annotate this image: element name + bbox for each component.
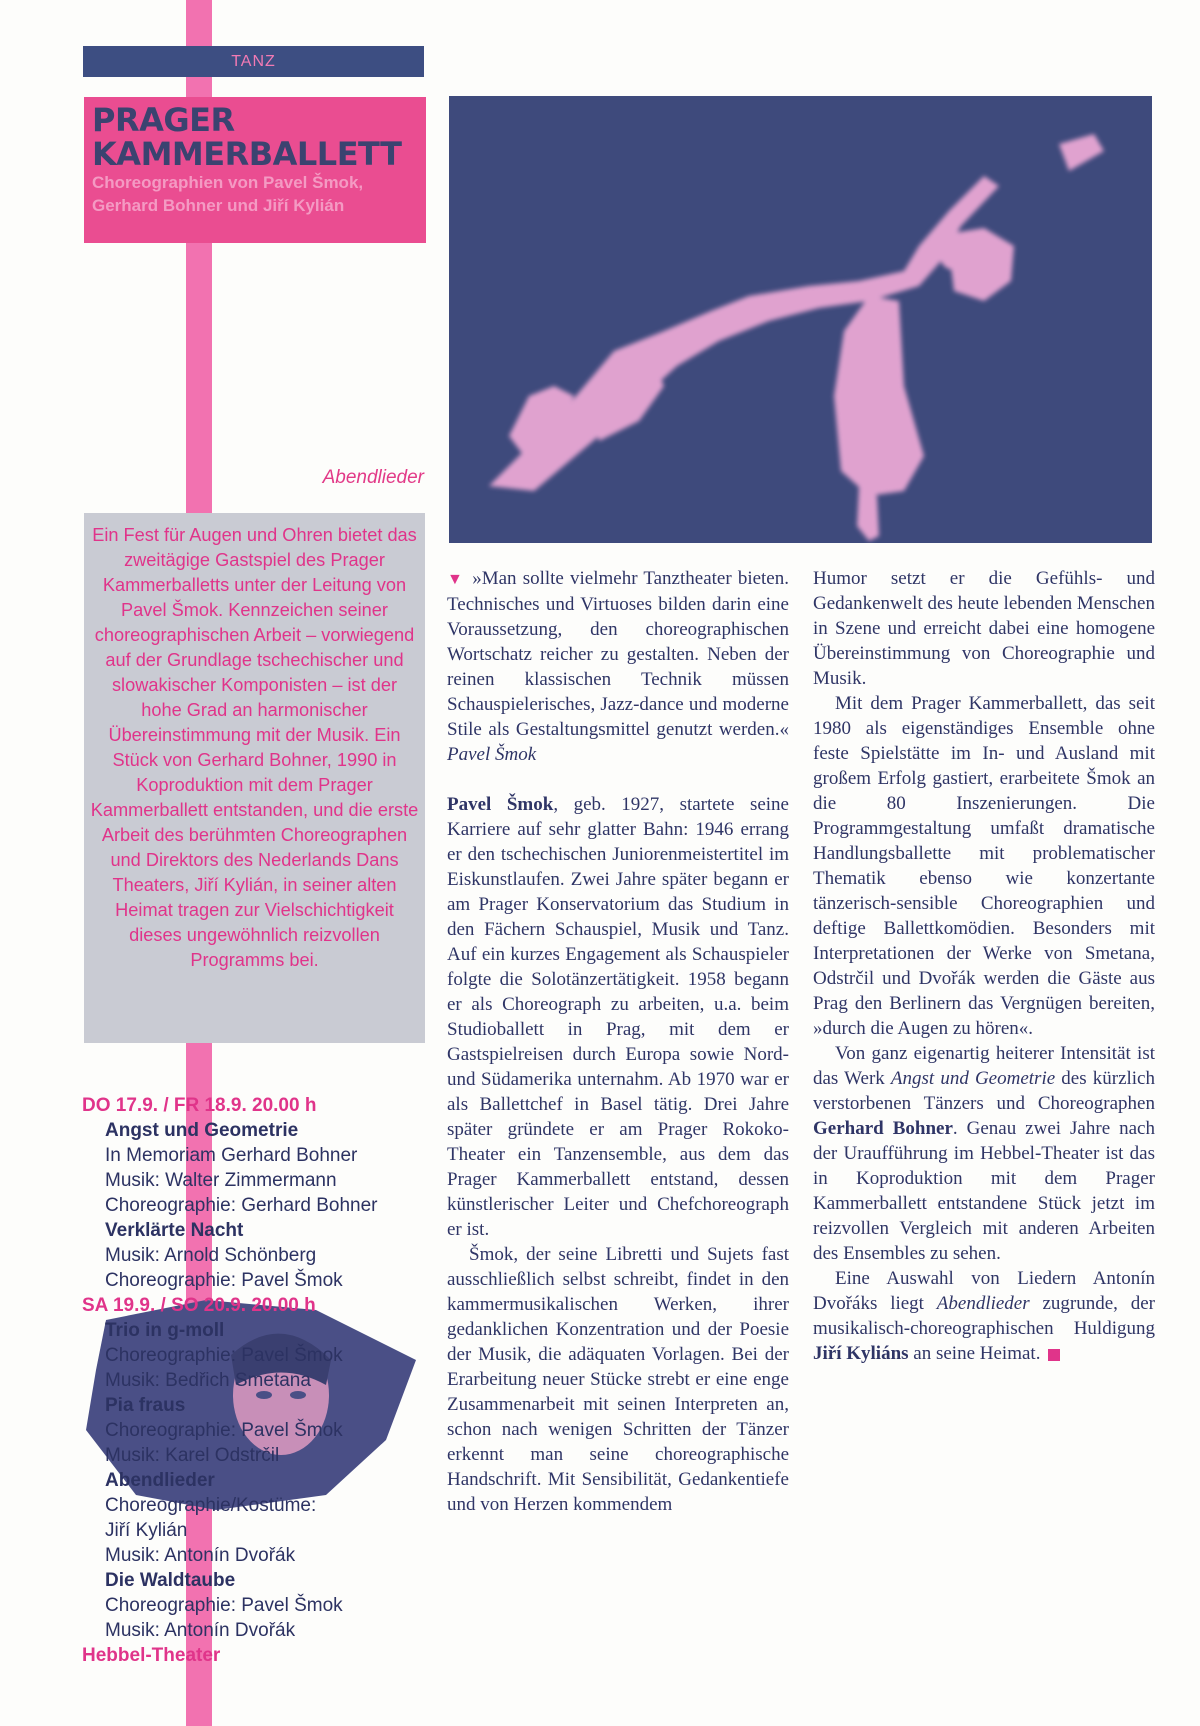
title-line-1: PRAGER bbox=[92, 101, 235, 139]
work-credit: Musik: Arnold Schönberg bbox=[105, 1245, 317, 1266]
paragraph: Mit dem Prager Kammerballett, das seit 1980 als eigenständiges Ensemble ohne feste Spielstätte im In- und Ausland mit großem Erfolg gastiert, erarbeitete Šmok an die 80 Inszenierungen. Die Programmgestaltung umfaßt dramatische Handlungsballette mit problematischer Thematik ebenso wie konzertante tänzerisch-sensible Choreographien und deftige Ballettkomödien. Besonders mit Interpretationen der Werke von Smetana, Odstrčil und Dvořák werden die Gäste aus Prag den Berlinern das Vergnügen bereiten, »durch die Augen zu hören«. bbox=[813, 693, 1155, 1039]
work-title: Trio in g-moll bbox=[105, 1320, 225, 1341]
end-square-icon bbox=[1048, 1349, 1060, 1361]
work-credit: Choreographie: Gerhard Bohner bbox=[105, 1195, 378, 1216]
work-title: Pia fraus bbox=[105, 1395, 186, 1416]
work-title: Abendlieder bbox=[105, 1470, 215, 1491]
work-title: Verklärte Nacht bbox=[105, 1220, 244, 1241]
text-run: Von ganz eigenartig heiterer Intensität ist das Werk bbox=[813, 1043, 1155, 1089]
work-title-inline: Angst und Geometrie bbox=[890, 1068, 1056, 1089]
bio-name: Pavel Šmok bbox=[447, 794, 554, 815]
article-column-3 bbox=[813, 566, 1155, 1366]
text-run: Eine Auswahl von Liedern Antonín Dvořáks liegt bbox=[813, 1268, 1155, 1314]
work-credit: Musik: Karel Odstrčil bbox=[105, 1445, 280, 1466]
work-credit: Musik: Bedřich Smetana bbox=[105, 1370, 311, 1391]
person-name: Jiří Kyliáns bbox=[813, 1343, 909, 1364]
text-run: . Genau zwei Jahre nach der Uraufführung im Hebbel-Theater ist das in Koproduktion mit dem Prager Kammerballett entstandene Stück jetzt im reizvollen Vergleich mit anderen Arbeiten des Ensembles zu sehen. bbox=[813, 1118, 1155, 1264]
quote-text: »Man sollte vielmehr Tanztheater bieten. Technisches und Virtuoses bilden darin eine Voraussetzung, den choreographischen Wortschatz reicher zu gestalten. Neben der reinen klassischen Technik müssen Schauspielerisches, Jazz-dance und moderne Stile als Gestaltungsmittel genutzt werden.« bbox=[447, 568, 789, 740]
work-credit: Jiří Kylián bbox=[105, 1520, 188, 1541]
subtitle-line-1: Choreographien von Pavel Šmok, bbox=[92, 173, 364, 192]
work-credit: Choreographie: Pavel Šmok bbox=[105, 1270, 343, 1291]
title-line-2: KAMMERBALLETT bbox=[92, 135, 402, 173]
text-run: zugrunde, der musikalisch-choreographischen Huldigung bbox=[813, 1293, 1155, 1339]
work-credit: In Memoriam Gerhard Bohner bbox=[105, 1145, 358, 1166]
intro-box bbox=[84, 513, 425, 1043]
paragraph bbox=[813, 1041, 1155, 1266]
work-title: Angst und Geometrie bbox=[105, 1120, 299, 1141]
schedule bbox=[82, 1093, 462, 1668]
photo-caption: Abendlieder bbox=[322, 467, 424, 488]
hero-photo bbox=[449, 96, 1152, 543]
paragraph bbox=[813, 1266, 1155, 1366]
work-credit: Musik: Antonín Dvořák bbox=[105, 1620, 296, 1641]
paragraph: Šmok, der seine Libretti und Sujets fast ausschließlich selbst schreibt, findet in den kammermusikalischen Werken, ihrer gedanklichen Konzentration und der Poesie der Musik, die adäquaten Vorlagen. Bei der Erarbeitung neuer Stücke strebt er eine enge Zusammenarbeit mit seinen Interpreten an, schon nach wenigen Schritten der Tänzer erkennt man seine choreographische Handschrift. Mit Sensibilität, Gedankentiefe und von Herzen kommendem bbox=[447, 1244, 789, 1515]
article-column-2 bbox=[447, 566, 789, 1517]
bio-text: , geb. 1927, startete seine Karriere auf sehr glatter Bahn: 1946 errang er den tschechischen Juniorenmeistertitel im Eiskunstlaufen. Zwei Jahre später begann er am Prager Konservatorium das Studium in den Fächern Schauspiel, Musik und Tanz. Auf ein kurzes Engagement als Schauspieler folgte die Solotänzertätigkeit. 1958 begann er als Choreograph zu arbeiten, u.a. beim Studioballett in Prag, mit dem er Gastspielreisen durch Europa sowie Nord- und Südamerika unternahm. Ab 1970 war er als Ballettchef in Basel tätig. Drei Jahre später gründete er am Prager Rokoko-Theater ein Tanzensemble, aus dem das Prager Kammerballett entstand, dessen künstlerischer Leiter und Chefchoreograph er ist. bbox=[447, 794, 789, 1240]
quote-paragraph bbox=[447, 566, 789, 767]
work-credit: Choreographie: Pavel Šmok bbox=[105, 1595, 343, 1616]
intro-text: Ein Fest für Augen und Ohren bietet das zweitägige Gastspiel des Prager Kammerballetts unter der Leitung von Pavel Šmok. Kennzeichen seiner choreographischen Arbeit – vorwiegend auf der Grundlage tschechischer und slowakischer Komponisten – ist der hohe Grad an harmonischer Übereinstimmung mit der Musik. Ein Stück von Gerhard Bohner, 1990 in Koproduktion mit dem Prager Kammerballett entstanden, und die erste Arbeit des berühmten Choreographen und Direktors des Nederlands Dans Theaters, Jiří Kylián, in seiner alten Heimat tragen zur Vielschichtigkeit dieses ungewöhnlich reizvollen Programms bei. bbox=[90, 525, 419, 970]
text-run: an seine Heimat. bbox=[908, 1343, 1041, 1364]
work-credit: Musik: Walter Zimmermann bbox=[105, 1170, 337, 1191]
quote-author: Pavel Šmok bbox=[447, 744, 537, 765]
paragraph: Humor setzt er die Gefühls- und Gedankenwelt des heute lebenden Menschen in Szene und erreicht dabei eine homogene Übereinstimmung von Choreographie und Musik. bbox=[813, 568, 1155, 689]
schedule-date-2: SA 19.9. / SO 20.9. 20.00 h bbox=[82, 1295, 316, 1316]
work-title: Die Waldtaube bbox=[105, 1570, 236, 1591]
work-credit: Choreographie: Pavel Šmok bbox=[105, 1420, 343, 1441]
schedule-date-1: DO 17.9. / FR 18.9. 20.00 h bbox=[82, 1095, 317, 1116]
person-name: Gerhard Bohner bbox=[813, 1118, 953, 1139]
bio-paragraph bbox=[447, 792, 789, 1242]
work-credit: Choreographie/Kostüme: bbox=[105, 1495, 317, 1516]
triangle-marker-icon: ▼ bbox=[447, 571, 465, 588]
work-credit: Musik: Antonín Dvořák bbox=[105, 1545, 296, 1566]
text-run: des kürzlich verstorbenen Tänzers und Choreographen bbox=[813, 1068, 1155, 1114]
venue-name: Hebbel-Theater bbox=[82, 1645, 221, 1666]
work-credit: Choreographie: Pavel Šmok bbox=[105, 1345, 343, 1366]
work-title-inline: Abendlieder bbox=[936, 1293, 1030, 1314]
subtitle-line-2: Gerhard Bohner und Jiří Kylián bbox=[92, 196, 345, 215]
section-label: TANZ bbox=[231, 52, 276, 70]
section-header-bar bbox=[83, 46, 424, 77]
title-box bbox=[84, 97, 426, 243]
